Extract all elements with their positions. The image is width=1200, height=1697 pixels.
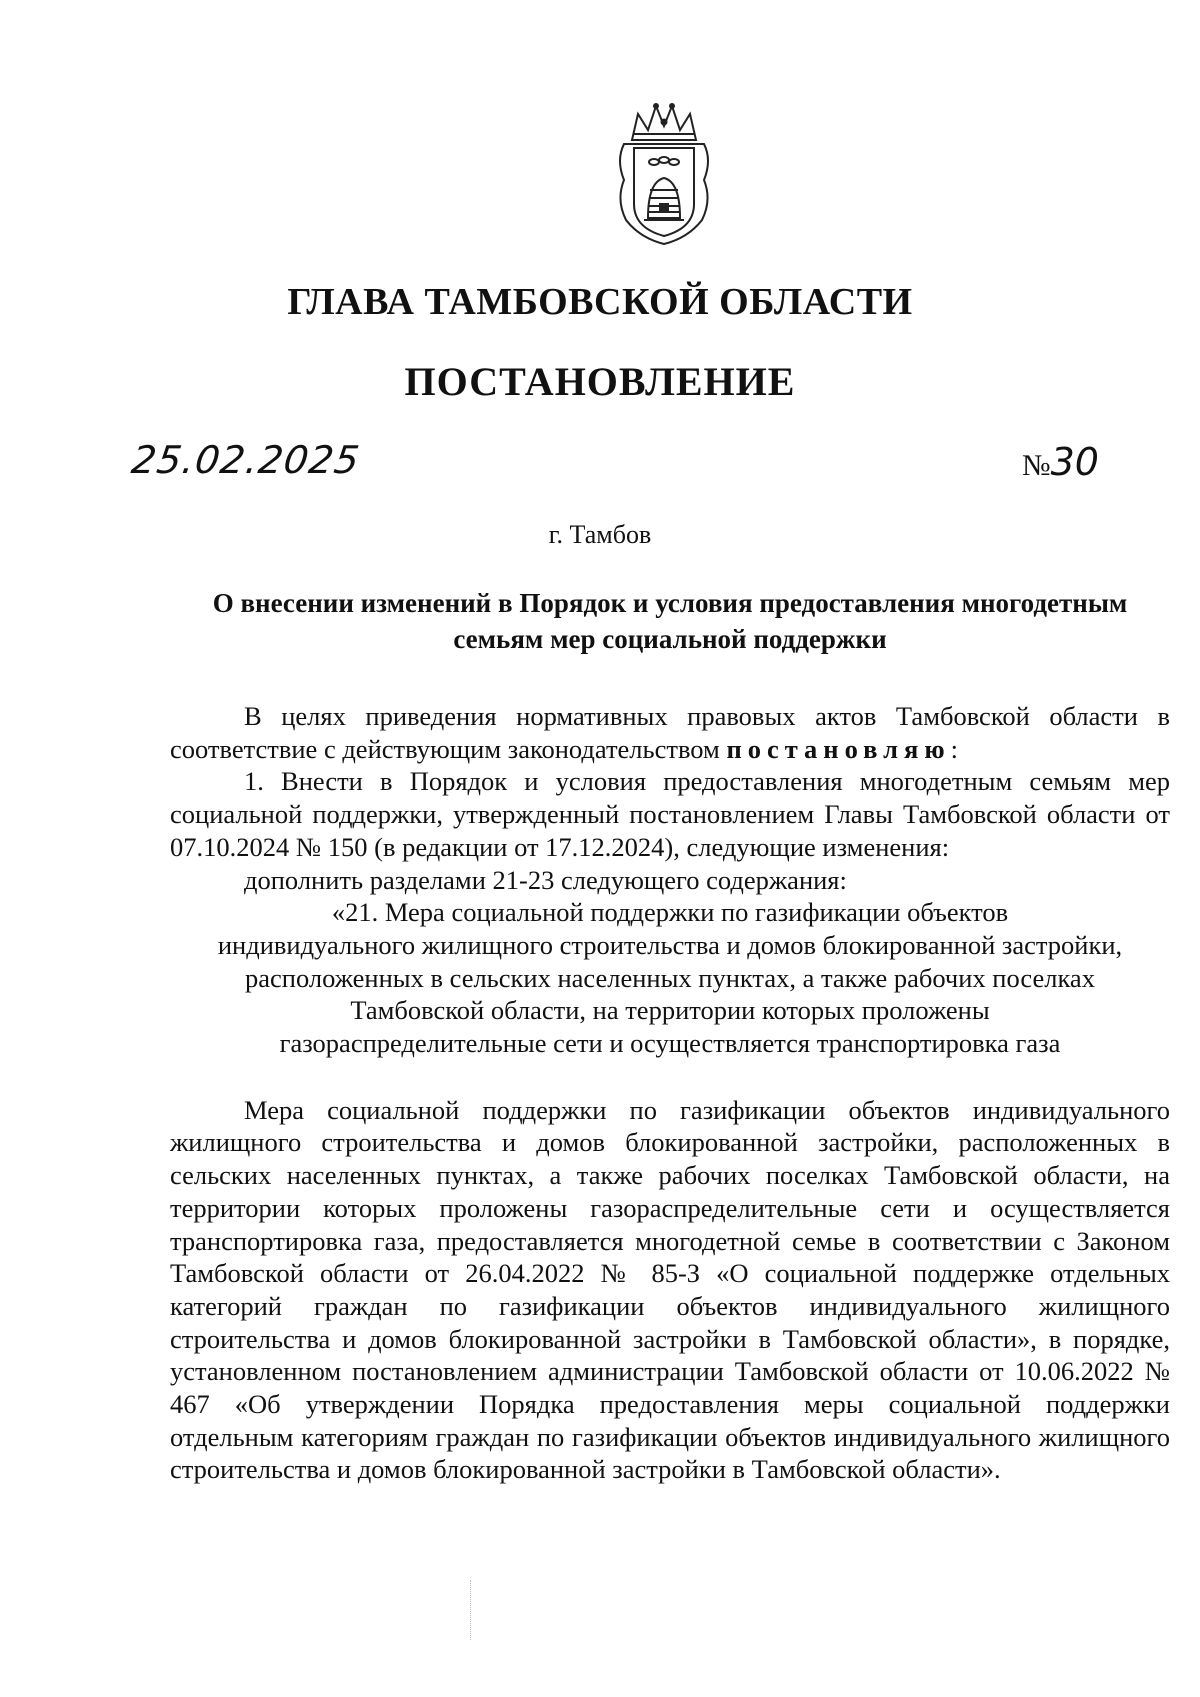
- number-sign: №: [1022, 449, 1051, 482]
- section-21-title-line-1: «21. Мера социальной поддержки по газификации объектов: [331, 897, 1009, 928]
- document-body: [170, 700, 1170, 1486]
- handwritten-date: 25.02.2025: [128, 438, 363, 482]
- city-line: г. Тамбов: [548, 520, 652, 549]
- tambov-coat-of-arms-emblem: [610, 100, 718, 250]
- document-subject: [170, 585, 1170, 657]
- item-1-paragraph: 1. Внести в Порядок и условия предоставления многодетным семьям мер социальной поддержки, утвержденный постановлением Главы Тамбовской области от 07.10.2024 № 150 (в редакции от 17.12.2024), следующие изменения:: [170, 766, 1170, 862]
- section-gap: [170, 1060, 1170, 1094]
- preamble-text: В целях приведения нормативных правовых актов Тамбовской области в соответствие с действующим законодательством: [170, 701, 1170, 764]
- subject-line-2: семьям мер социальной поддержки: [453, 624, 887, 654]
- subject-line-1: О внесении изменений в Порядок и условия предоставления многодетным: [212, 588, 1128, 618]
- handwritten-number: 30: [1050, 440, 1099, 484]
- document-number: [1022, 440, 1099, 484]
- section-21-title-line-3: расположенных в сельских населенных пунктах, а также рабочих поселках: [245, 962, 1095, 993]
- section-21-paragraph: Мера социальной поддержки по газификации объектов индивидуального жилищного строительства и домов блокированной застройки, расположенных в сельских населенных пунктах, а также рабочих поселках Тамбовской области, на территории которых проложены газораспределительные сети и осуществляется транспортировка газа, предоставляется многодетной семье в соответствии с Законом Тамбовской области от 26.04.2022 № 85-З «О социальной поддержке отдельных категорий граждан по газификации объектов индивидуального жилищного строительства и домов блокированной застройки в Тамбовской области», в порядке, установленном постановлением администрации Тамбовской области от 10.06.2022 № 467 «Об утверждении Порядка предоставления меры социальной поддержки отдельным категориям граждан по газификации объектов индивидуального жилищного строительства и домов блокированной застройки в Тамбовской области».: [170, 1094, 1170, 1485]
- issuing-authority-title: ГЛАВА ТАМБОВСКОЙ ОБЛАСТИ: [287, 281, 913, 323]
- preamble-paragraph: [170, 700, 1170, 765]
- decree-word: постановляю: [726, 733, 951, 764]
- addition-paragraph: дополнить разделами 21-23 следующего содержания:: [244, 864, 847, 895]
- section-21-title-line-4: Тамбовской области, на территории которых проложены: [350, 995, 990, 1026]
- preamble-colon: :: [950, 733, 958, 764]
- scan-artifact: [470, 1580, 477, 1640]
- section-21-title-line-2: индивидуального жилищного строительства и домов блокированной застройки,: [217, 929, 1123, 960]
- document-type-title: ПОСТАНОВЛЕНИЕ: [404, 359, 796, 404]
- section-21-title-line-5: газораспределительные сети и осуществляется транспортировка газа: [279, 1028, 1061, 1059]
